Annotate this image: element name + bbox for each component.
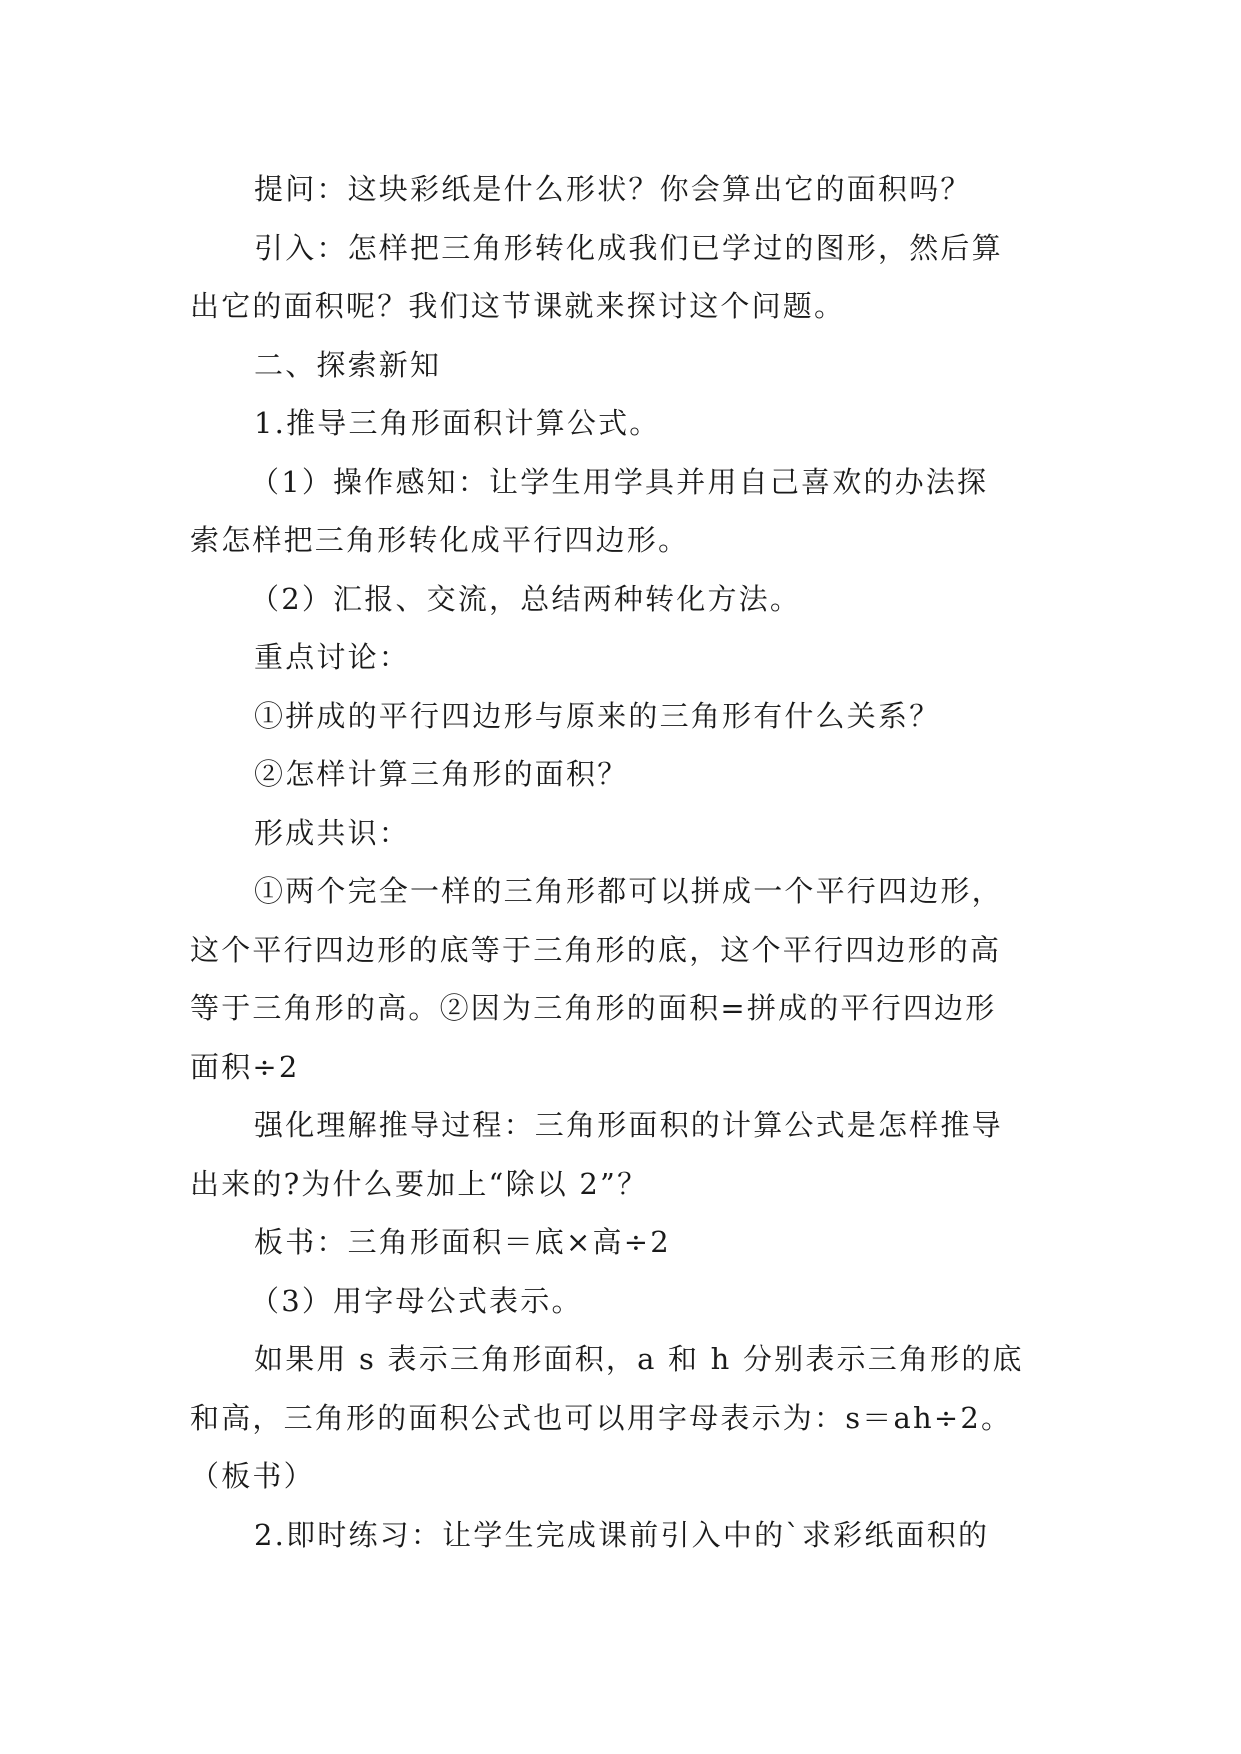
paragraph-line: 出它的面积呢？我们这节课就来探讨这个问题。: [190, 289, 846, 323]
paragraph-line: 和高，三角形的面积公式也可以用字母表示为：s＝ah÷2。: [190, 1400, 1013, 1435]
paragraph-line: 提问：这块彩纸是什么形状？你会算出它的面积吗？: [254, 172, 972, 206]
paragraph-line: 引入：怎样把三角形转化成我们已学过的图形，然后算: [254, 230, 1003, 265]
paragraph-line: 等于三角形的高。②因为三角形的面积=拼成的平行四边形: [190, 991, 997, 1025]
paragraph-line: 2.即时练习：让学生完成课前引入中的`求彩纸面积的: [254, 1517, 990, 1552]
paragraph-line: （1）操作感知：让学生用学具并用自己喜欢的办法探: [250, 464, 989, 499]
paragraph-line: ①拼成的平行四边形与原来的三角形有什么关系？: [254, 698, 941, 733]
paragraph-line: 重点讨论：: [254, 640, 411, 674]
paragraph-line: （板书）: [190, 1459, 315, 1493]
subsection-heading: 1.推导三角形面积计算公式。: [254, 406, 661, 440]
paragraph-line: 面积÷2: [190, 1049, 300, 1084]
paragraph-line: 出来的?为什么要加上“除以 2”？: [190, 1166, 649, 1201]
paragraph-line: 形成共识：: [254, 815, 411, 850]
lesson-plan-text: [190, 160, 1060, 1564]
paragraph-line: （2）汇报、交流，总结两种转化方法。: [250, 581, 802, 616]
paragraph-line: ①两个完全一样的三角形都可以拼成一个平行四边形，: [254, 874, 1003, 908]
paragraph-line: ②怎样计算三角形的面积？: [254, 757, 629, 791]
section-heading: 二、探索新知: [254, 347, 442, 382]
paragraph-line: 索怎样把三角形转化成平行四边形。: [190, 523, 690, 557]
paragraph-line: 这个平行四边形的底等于三角形的底，这个平行四边形的高: [190, 932, 1002, 967]
paragraph-line: （3）用字母公式表示。: [250, 1283, 583, 1318]
paragraph-line: 如果用 s 表示三角形面积，a 和 h 分别表示三角形的底: [254, 1342, 1024, 1376]
paragraph-line: 强化理解推导过程：三角形面积的计算公式是怎样推导: [254, 1108, 1003, 1142]
paragraph-line: 板书：三角形面积＝底×高÷2: [254, 1225, 671, 1259]
